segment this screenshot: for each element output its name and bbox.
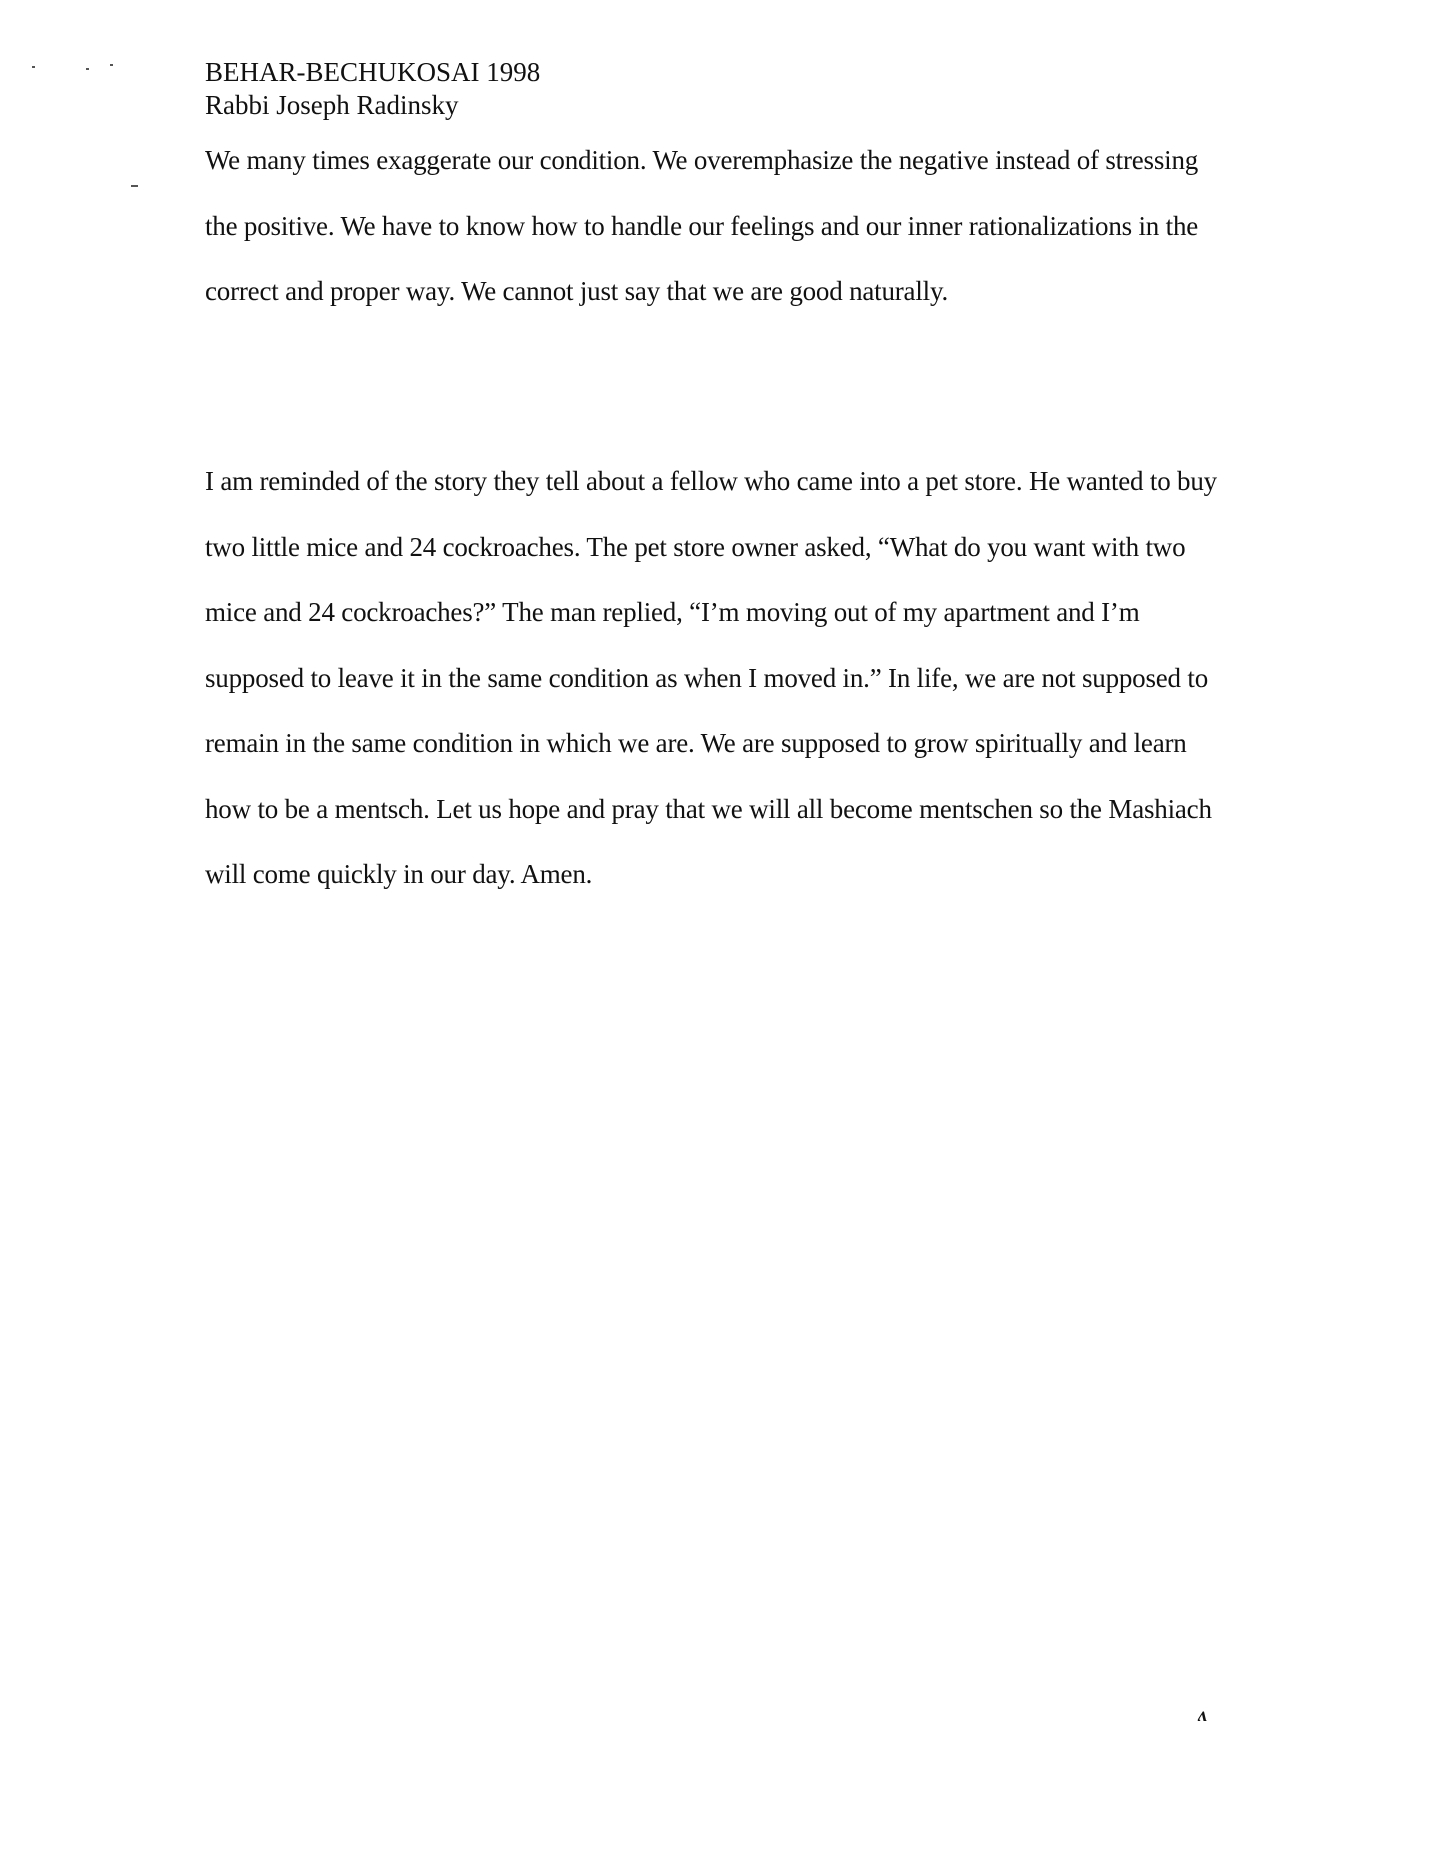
paragraph-2 <box>205 449 1225 908</box>
document-title: BEHAR-BECHUKOSAI 1998 <box>205 57 541 87</box>
scan-speck <box>86 68 89 70</box>
paragraph-text: I am reminded of the story they tell about a fellow who came into a pet store. He wanted to buy two little mice and 24 cockroaches. The pet store owner asked, “What do you want with two mice and 24 cockroaches?” The man replied, “I’m moving out of my apartment and I’m supposed to leave it in the same condition as when I moved in.” In life, we are not supposed to remain in the same condition in which we are. We are supposed to grow spiritually and learn how to be a mentsch. Let us hope and pray that we will all become mentschen so the Mashiach will come quickly in our day. Amen. <box>205 466 1217 889</box>
page-mark: ʌ <box>1198 1704 1207 1726</box>
scan-speck <box>32 66 35 68</box>
scan-speck <box>131 185 138 187</box>
document-author: Rabbi Joseph Radinsky <box>205 90 459 120</box>
scan-speck <box>110 64 113 66</box>
document-header <box>205 56 540 122</box>
paragraph-text: We many times exaggerate our condition. We overemphasize the negative instead of stressing the positive. We have to know how to handle our feelings and our inner rationalizations in the correct and proper way. We cannot just say that we are good naturally. <box>205 145 1199 306</box>
paragraph-1 <box>205 128 1225 325</box>
